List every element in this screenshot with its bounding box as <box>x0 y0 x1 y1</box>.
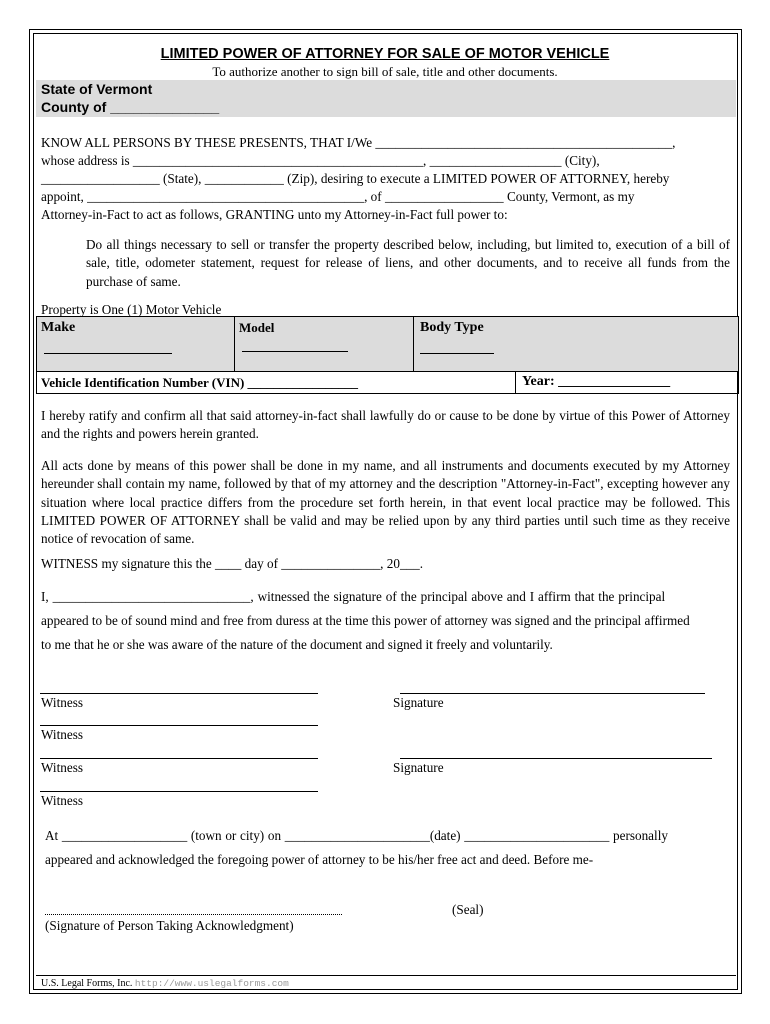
intro-line[interactable]: appoint, __________________________________________, of __________________ County, Vermont, as my <box>41 189 635 204</box>
signature-label: Signature <box>393 695 444 710</box>
body-type-field[interactable] <box>420 353 494 354</box>
witness-label: Witness <box>41 695 83 710</box>
affirm-line: to me that he or she was aware of the nature of the document and signed it freely and voluntarily. <box>41 637 553 652</box>
vin-field[interactable]: Vehicle Identification Number (VIN) _________________ <box>41 375 359 390</box>
acknowledgment-signature-line[interactable] <box>45 914 342 915</box>
document-title: LIMITED POWER OF ATTORNEY FOR SALE OF MOTOR VEHICLE <box>160 46 610 62</box>
vehicle-table-bg <box>37 317 738 371</box>
acts-paragraph: All acts done by means of this power shall be done in my name, and all instruments and documents executed by my Attorney hereunder shall contain my name, followed by that of my attorney and the description "Attorney-in-Fact", excepting however any situation where local practice differs from the procedure set forth herein, in that event local practice may be followed. This LIMITED POWER OF ATTORNEY shall be valid and may be relied upon by any third parties until such time as they receive notice of revocation of same. <box>41 458 730 547</box>
seal-label: (Seal) <box>452 902 484 917</box>
footer-company: U.S. Legal Forms, Inc. <box>41 978 133 989</box>
footer-divider <box>36 975 736 976</box>
table-divider <box>36 371 739 372</box>
table-divider <box>515 371 516 394</box>
body-type-label: Body Type <box>420 320 484 335</box>
footer-url[interactable]: http://www.uslegalforms.com <box>134 978 289 989</box>
witness-signature-line[interactable] <box>40 758 318 759</box>
signature-label: Signature <box>393 760 444 775</box>
witness-signature-line[interactable] <box>40 791 318 792</box>
ratify-paragraph: I hereby ratify and confirm all that said attorney-in-fact shall lawfully do or cause to be done by virtue of this Power of Attorney and the rights and powers herein granted. <box>41 408 730 442</box>
witness-label: Witness <box>41 793 83 808</box>
principal-signature-line[interactable] <box>400 693 705 694</box>
footer <box>41 978 289 989</box>
principal-signature-line[interactable] <box>400 758 712 759</box>
make-label: Make <box>41 320 76 335</box>
acknowledgment-line[interactable]: At ___________________ (town or city) on ______________________(date) ______________________ personally <box>45 828 668 843</box>
county-field[interactable]: County of ______________ <box>41 98 220 115</box>
model-field[interactable] <box>242 351 348 352</box>
acknowledgment-line: appeared and acknowledged the foregoing power of attorney to be his/her free act and deed. Before me- <box>45 852 594 867</box>
make-field[interactable] <box>44 353 172 354</box>
affirm-line: appeared to be of sound mind and free from duress at the time this power of attorney was signed and the principal affirmed <box>41 613 690 628</box>
witness-date-line[interactable]: WITNESS my signature this the ____ day of _______________, 20___. <box>41 556 424 571</box>
state-label: State of Vermont County of ______________ <box>41 81 220 115</box>
intro-line[interactable]: KNOW ALL PERSONS BY THESE PRESENTS, THAT I/We _____________________________________________, <box>41 135 676 150</box>
table-divider <box>413 316 414 371</box>
affirm-line[interactable]: I, ______________________________, witnessed the signature of the principal above and I affirm that the principal <box>41 589 666 604</box>
vehicle-intro: Property is One (1) Motor Vehicle <box>41 302 222 317</box>
acknowledgment-signature-label: (Signature of Person Taking Acknowledgment) <box>45 918 294 933</box>
table-divider <box>234 316 235 371</box>
witness-signature-line[interactable] <box>40 725 318 726</box>
year-field[interactable]: Year: ________________ <box>522 374 671 389</box>
intro-line[interactable]: __________________ (State), ____________ (Zip), desiring to execute a LIMITED POWER OF ATTORNEY, hereby <box>41 171 670 186</box>
model-label: Model <box>239 320 275 335</box>
document-subtitle: To authorize another to sign bill of sale, title and other documents. <box>212 64 558 79</box>
powers-paragraph: Do all things necessary to sell or transfer the property described below, including, but limited to, execution of a bill of sale, title, odometer statement, request for release of liens, and other documents, and to receive all funds from the purchase of same. <box>86 237 730 289</box>
witness-label: Witness <box>41 760 83 775</box>
witness-label: Witness <box>41 727 83 742</box>
witness-signature-line[interactable] <box>40 693 318 694</box>
intro-line: Attorney-in-Fact to act as follows, GRANTING unto my Attorney-in-Fact full power to: <box>41 207 508 222</box>
intro-line[interactable]: whose address is ____________________________________________, ____________________ (City), <box>41 153 600 168</box>
